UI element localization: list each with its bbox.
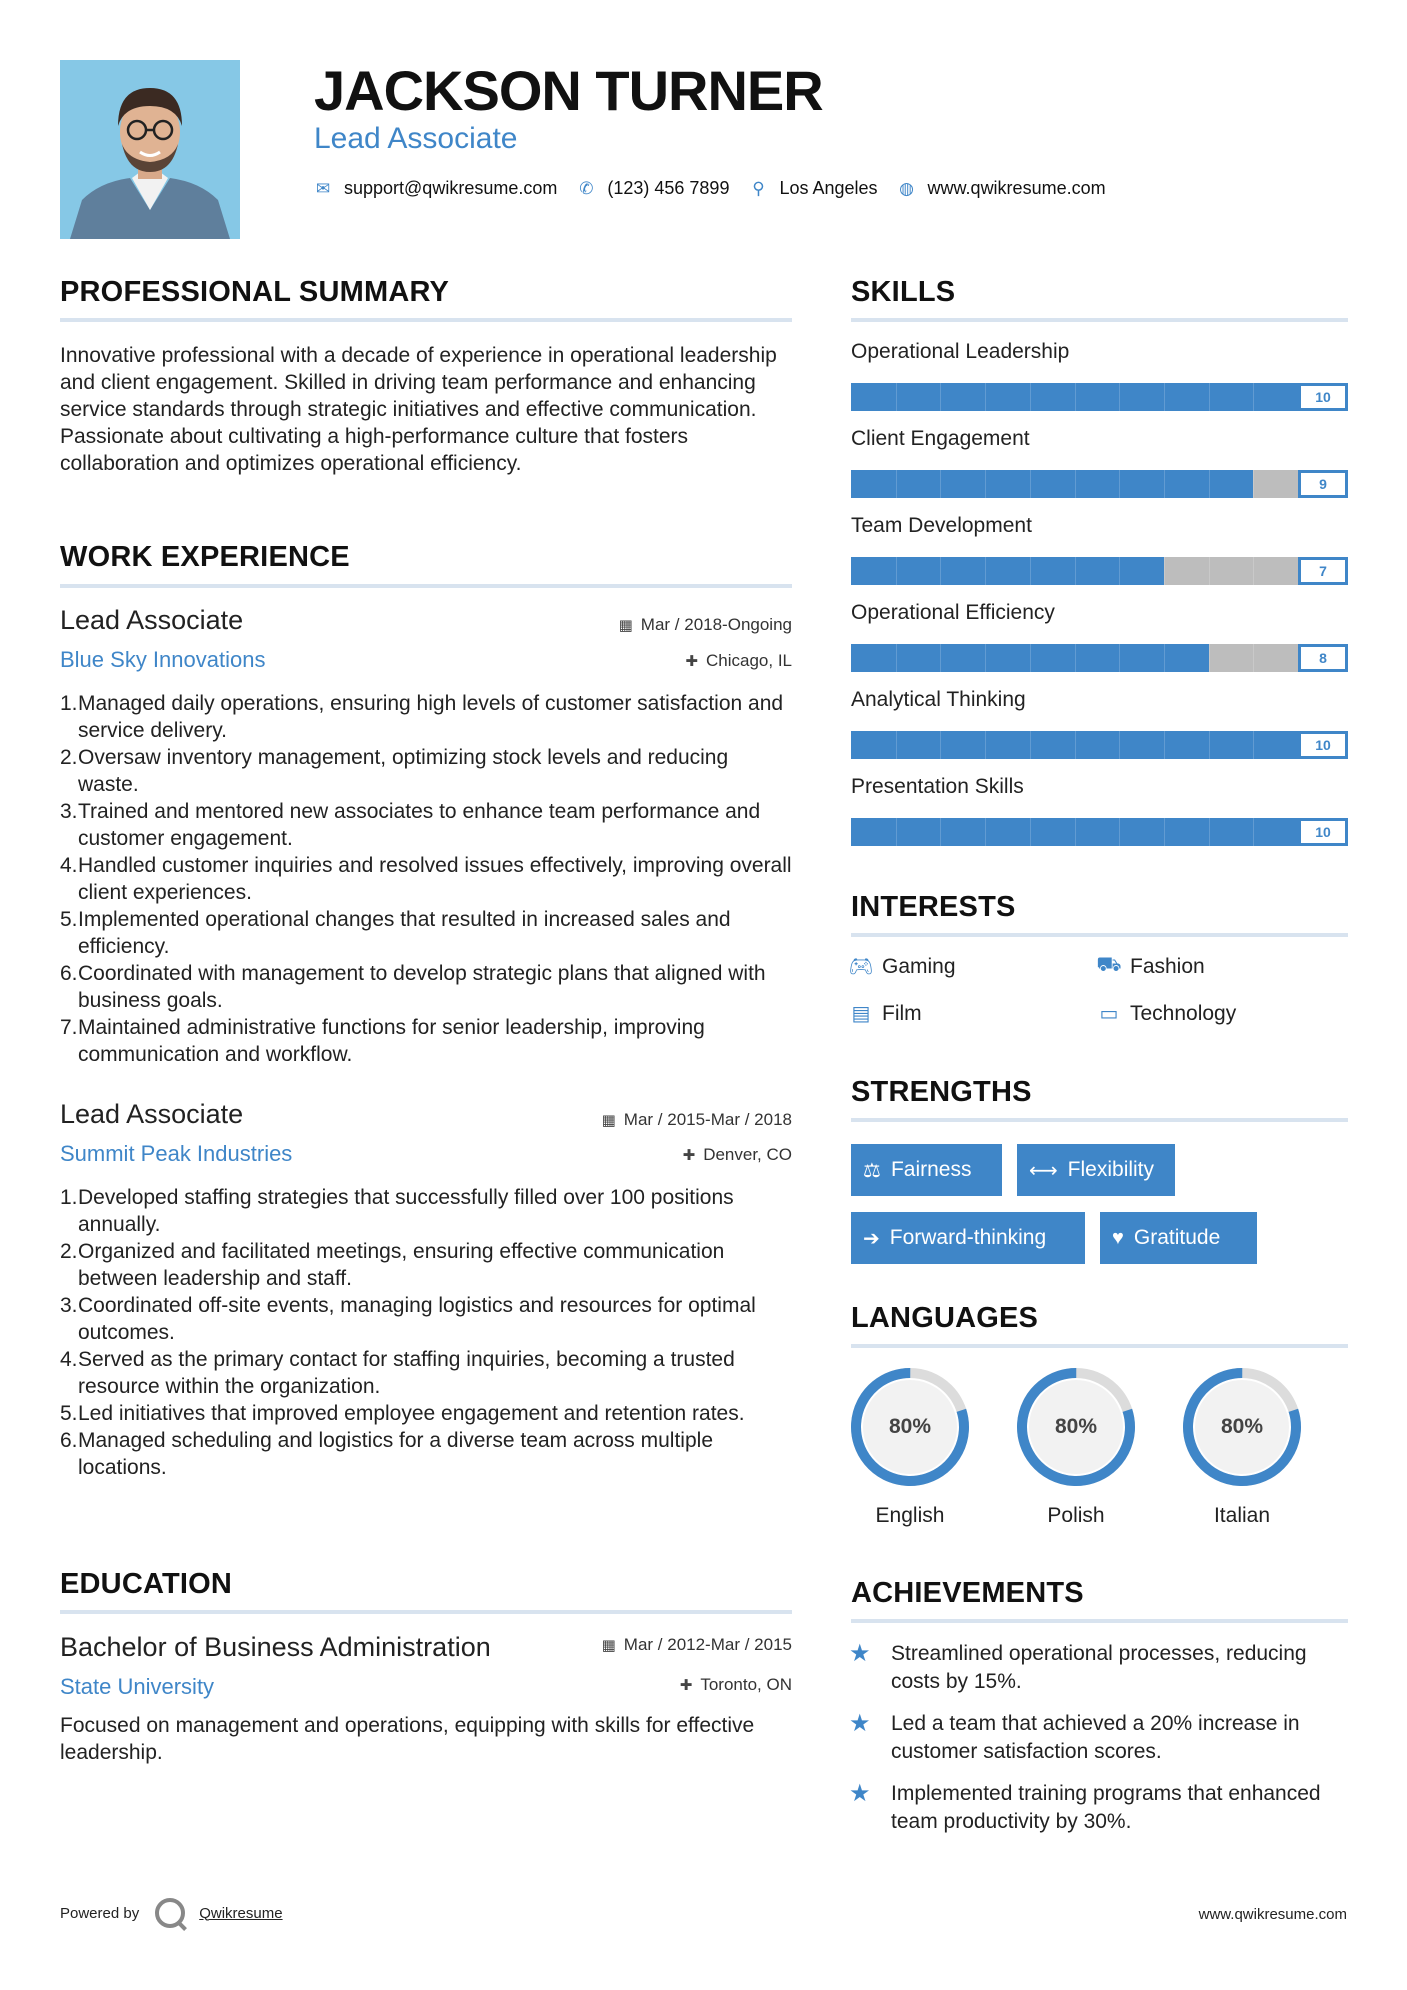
skill-bar-fill: [851, 557, 1164, 585]
language-percent: 80%: [1220, 1415, 1264, 1438]
skill-bar-segment: [1075, 383, 1076, 411]
skill-name: Operational Leadership: [851, 340, 1070, 363]
interest-label: Film: [882, 1001, 922, 1025]
strength-label: Flexibility: [1067, 1158, 1155, 1181]
candidate-role: Lead Associate: [314, 122, 518, 155]
star-icon: ★: [849, 1640, 871, 1667]
skill-bar-segment: [1253, 383, 1254, 411]
job-location: [685, 651, 792, 671]
skill-bar-segment: [940, 470, 941, 498]
job-company: Summit Peak Industries: [60, 1141, 293, 1166]
skills-heading: SKILLS: [851, 276, 956, 308]
skill-bar-segment: [1030, 557, 1031, 585]
contact-bar: [314, 178, 1126, 199]
language-percent: 80%: [1054, 1415, 1098, 1438]
language-item: [1181, 1366, 1303, 1528]
skill-bar-segment: [940, 818, 941, 846]
list-item: 6. Managed scheduling and logistics for a diverse team across multiple locations.: [60, 1429, 713, 1479]
footer-website[interactable]: www.qwikresume.com: [1198, 1906, 1347, 1923]
list-item: 4. Handled customer inquiries and resolved issues effectively, improving overall client experiences.: [60, 854, 792, 904]
list-item: 2. Oversaw inventory management, optimizing stock levels and reducing waste.: [60, 746, 729, 796]
candidate-name: JACKSON TURNER: [314, 59, 823, 122]
list-item: 3. Trained and mentored new associates to enhance team performance and customer engagement.: [60, 800, 761, 850]
skill-bar-segment: [1030, 383, 1031, 411]
skill-bar-segment: [1209, 731, 1210, 759]
skill-bar-segment: [1119, 383, 1120, 411]
star-icon: ★: [849, 1710, 871, 1737]
job-title: Lead Associate: [60, 1099, 244, 1129]
list-item: 1. Developed staffing strategies that successfully filled over 100 positions annually.: [60, 1186, 734, 1236]
balance-scale-icon: ⚖: [863, 1159, 881, 1182]
list-item: 3. Coordinated off-site events, managing logistics and resources for optimal outcomes.: [60, 1294, 756, 1344]
arrows-horizontal-icon: ⟷: [1029, 1159, 1058, 1182]
profile-photo: [60, 60, 240, 239]
achievement-text: Led a team that achieved a 20% increase in customer satisfaction scores.: [891, 1712, 1300, 1763]
interests-heading: INTERESTS: [851, 891, 1016, 923]
job-dates-text: Mar / 2018-Ongoing: [640, 615, 792, 634]
skill-bar-segment: [985, 818, 986, 846]
job-dates-text: Mar / 2015-Mar / 2018: [623, 1110, 792, 1129]
achievements-divider: [851, 1619, 1348, 1623]
website-text: www.qwikresume.com: [927, 178, 1106, 198]
skill-bar-segment: [1075, 644, 1076, 672]
languages-divider: [851, 1344, 1348, 1348]
achievement-item: [849, 1780, 1349, 1836]
skill-bar-segment: [1075, 470, 1076, 498]
job-company: Blue Sky Innovations: [60, 647, 266, 672]
summary-text: Innovative professional with a decade of experience in operational leadership and client engagement. Skilled in driving team performance and enhancing service standards through strategic initiatives and effective communication. Passionate about cultivating a high-performance culture that fosters collaboration and optimizes operational efficiency.: [60, 344, 777, 475]
skill-name: Presentation Skills: [851, 775, 1024, 798]
pushpin-icon: ✚: [679, 1677, 693, 1694]
skills-divider: [851, 318, 1348, 322]
contact-phone[interactable]: [577, 178, 729, 199]
arrow-right-icon: ➔: [863, 1227, 880, 1250]
skill-bar-segment: [985, 644, 986, 672]
job-dates: [602, 1110, 792, 1130]
skill-score-badge: 7: [1298, 557, 1348, 585]
skill-bar-segment: [896, 731, 897, 759]
phone-icon: ✆: [579, 178, 594, 198]
skill-bar-segment: [985, 470, 986, 498]
skill-score-badge: 10: [1298, 383, 1348, 411]
job-duties-list: [60, 1184, 792, 1481]
skill-bar-segment: [1030, 470, 1031, 498]
summary-heading: PROFESSIONAL SUMMARY: [60, 276, 450, 308]
interests-divider: [851, 933, 1348, 937]
language-name: Italian: [1213, 1504, 1271, 1527]
skill-bar-segment: [1164, 470, 1165, 498]
interest-technology: [1094, 1001, 1236, 1026]
map-marker-icon: ⚲: [752, 178, 765, 198]
skill-bar-segment: [1164, 383, 1165, 411]
phone-text: (123) 456 7899: [607, 178, 730, 198]
skill-bar-segment: [1209, 383, 1210, 411]
gamepad-icon: 🎮︎: [848, 956, 874, 978]
achievement-text: Implemented training programs that enhanced team productivity by 30%.: [891, 1782, 1321, 1833]
skill-name: Team Development: [851, 514, 1032, 537]
strength-forward-thinking: [851, 1212, 1085, 1264]
skill-bar-segment: [1209, 644, 1210, 672]
skill-bar-segment: [1164, 731, 1165, 759]
education-dates: [602, 1635, 792, 1655]
footer-powered-by: [60, 1898, 283, 1928]
calendar-icon: ▦: [601, 1112, 616, 1129]
job-location: [683, 1145, 792, 1165]
skill-bar: [851, 383, 1348, 411]
skill-bar-segment: [896, 383, 897, 411]
powered-by-label: Powered by: [60, 1904, 140, 1922]
calendar-icon: ▦: [618, 617, 633, 634]
job-duties-list: [60, 690, 792, 1068]
skill-bar-segment: [1253, 557, 1254, 585]
achievement-item: [849, 1640, 1349, 1696]
contact-email[interactable]: [314, 178, 557, 199]
skill-bar-segment: [940, 731, 941, 759]
skill-name: Operational Efficiency: [851, 601, 1055, 624]
skill-bar-segment: [1075, 731, 1076, 759]
job-location-text: Chicago, IL: [706, 651, 792, 670]
envelope-icon: ✉: [315, 178, 331, 198]
skill-bar-segment: [1253, 731, 1254, 759]
strength-label: Forward-thinking: [889, 1226, 1047, 1249]
list-item: 2. Organized and facilitated meetings, ensuring effective communication between leadership and staff.: [60, 1240, 725, 1290]
language-name: English: [875, 1504, 945, 1527]
skill-score-badge: 9: [1298, 470, 1348, 498]
skill-score-badge: 10: [1298, 818, 1348, 846]
skill-score-badge: 8: [1298, 644, 1348, 672]
experience-divider: [60, 584, 792, 588]
list-item: 1. Managed daily operations, ensuring high levels of customer satisfaction and service delivery.: [60, 692, 784, 742]
interest-film: [846, 1001, 922, 1026]
contact-location: [749, 178, 877, 199]
film-icon: ▤: [851, 1003, 871, 1025]
strength-flexibility: [1017, 1144, 1175, 1196]
skill-bar: [851, 818, 1348, 846]
skill-bar-segment: [1119, 731, 1120, 759]
skill-bar-segment: [1119, 644, 1120, 672]
skill-bar: [851, 731, 1348, 759]
skill-bar-segment: [1164, 557, 1165, 585]
education-dates-text: Mar / 2012-Mar / 2015: [623, 1635, 792, 1654]
skill-bar: [851, 557, 1348, 585]
skill-name: Analytical Thinking: [851, 688, 1026, 711]
skill-bar-segment: [896, 818, 897, 846]
skill-bar-segment: [1164, 818, 1165, 846]
pushpin-icon: ✚: [682, 1147, 696, 1164]
skill-score-badge: 10: [1298, 731, 1348, 759]
interest-gaming: [846, 954, 956, 979]
skill-bar-segment: [1119, 470, 1120, 498]
skill-bar-segment: [1075, 818, 1076, 846]
skill-bar-segment: [985, 557, 986, 585]
laptop-icon: ▭: [1099, 1003, 1119, 1025]
strength-fairness: [851, 1144, 1002, 1196]
achievement-item: [849, 1710, 1349, 1766]
job-location-text: Denver, CO: [703, 1145, 792, 1164]
list-item: 4. Served as the primary contact for staffing inquiries, becoming a trusted resource within the organization.: [60, 1348, 735, 1398]
list-item: 5. Implemented operational changes that resulted in increased sales and efficiency.: [60, 908, 731, 958]
language-item: [849, 1366, 971, 1528]
skill-bar-segment: [1209, 818, 1210, 846]
skill-bar-segment: [1030, 818, 1031, 846]
strength-label: Fairness: [890, 1158, 972, 1181]
languages-heading: LANGUAGES: [851, 1302, 1039, 1334]
education-description: Focused on management and operations, equipping with skills for effective leadership.: [60, 1714, 755, 1764]
list-item: 7. Maintained administrative functions for senior leadership, improving communication and workflow.: [60, 1016, 705, 1066]
summary-divider: [60, 318, 792, 322]
language-item: [1015, 1366, 1137, 1528]
strength-gratitude: [1100, 1212, 1257, 1264]
skill-bar-segment: [985, 383, 986, 411]
strength-label: Gratitude: [1133, 1226, 1221, 1249]
skill-bar-segment: [985, 731, 986, 759]
skill-bar-segment: [1253, 470, 1254, 498]
job-title: Lead Associate: [60, 605, 244, 635]
skill-bar-segment: [1119, 818, 1120, 846]
list-item: 6. Coordinated with management to develop strategic plans that aligned with business goals.: [60, 962, 766, 1012]
pushpin-icon: ✚: [685, 653, 698, 670]
achievements-heading: ACHIEVEMENTS: [851, 1577, 1084, 1609]
skill-bar-segment: [1209, 557, 1210, 585]
brand-link[interactable]: Qwikresume: [199, 1904, 283, 1922]
qwikresume-logo-icon: [155, 1898, 185, 1928]
education-location: [680, 1675, 792, 1695]
skill-bar-segment: [1253, 818, 1254, 846]
skill-bar-segment: [940, 644, 941, 672]
calendar-icon: ▦: [601, 1637, 616, 1654]
skill-bar-segment: [896, 470, 897, 498]
heart-icon: ♥: [1112, 1226, 1124, 1249]
achievement-text: Streamlined operational processes, reducing costs by 15%.: [891, 1642, 1307, 1693]
job-dates: [619, 615, 792, 635]
skill-bar-segment: [896, 557, 897, 585]
skill-bar-segment: [1253, 644, 1254, 672]
skill-bar-segment: [940, 557, 941, 585]
list-item: 5. Led initiatives that improved employee engagement and retention rates.: [60, 1402, 745, 1425]
skill-bar-segment: [896, 644, 897, 672]
skill-bar-segment: [1030, 644, 1031, 672]
degree-title: Bachelor of Business Administration: [60, 1632, 491, 1662]
skill-name: Client Engagement: [851, 427, 1030, 450]
education-divider: [60, 1610, 792, 1614]
contact-website[interactable]: [898, 178, 1106, 199]
skill-bar-segment: [1075, 557, 1076, 585]
skill-bar-fill: [851, 470, 1253, 498]
education-heading: EDUCATION: [60, 1568, 233, 1600]
skill-bar: [851, 470, 1348, 498]
interest-fashion: [1094, 954, 1205, 979]
globe-icon: ◍: [899, 178, 914, 198]
skill-bar: [851, 644, 1348, 672]
strengths-divider: [851, 1118, 1348, 1122]
shopping-bag-icon: ⛟: [1096, 954, 1122, 976]
education-location-text: Toronto, ON: [700, 1675, 792, 1694]
skill-bar-segment: [1030, 731, 1031, 759]
skill-bar-segment: [1119, 557, 1120, 585]
location-text: Los Angeles: [779, 178, 878, 198]
skill-bar-segment: [1209, 470, 1210, 498]
school-name: State University: [60, 1674, 215, 1699]
interest-label: Fashion: [1130, 954, 1205, 978]
interest-label: Technology: [1130, 1001, 1237, 1025]
language-percent: 80%: [888, 1415, 932, 1438]
star-icon: ★: [849, 1780, 871, 1807]
email-text: support@qwikresume.com: [344, 178, 558, 198]
interest-label: Gaming: [882, 954, 956, 978]
skill-bar-segment: [940, 383, 941, 411]
language-name: Polish: [1047, 1504, 1105, 1527]
strengths-heading: STRENGTHS: [851, 1076, 1032, 1108]
skill-bar-segment: [1164, 644, 1165, 672]
experience-heading: WORK EXPERIENCE: [60, 541, 350, 573]
